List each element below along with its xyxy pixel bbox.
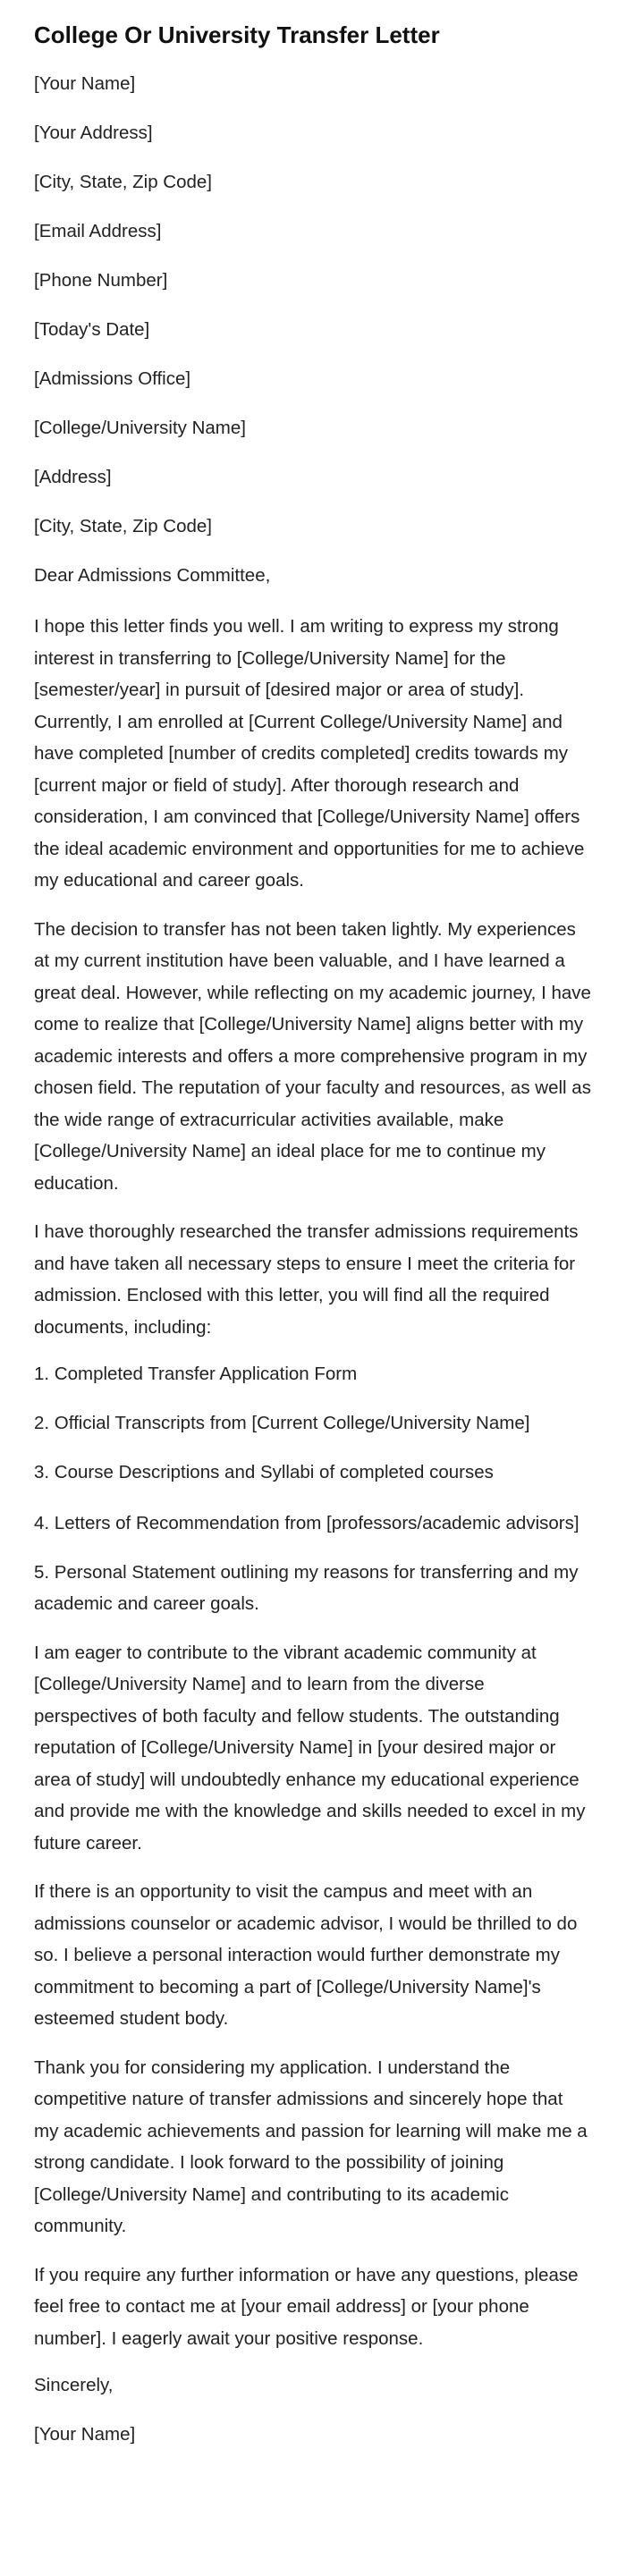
document-list-item: 1. Completed Transfer Application Form xyxy=(34,1364,358,1384)
sender-name: [Your Name] xyxy=(34,73,136,94)
body-paragraph-contribution: I am eager to contribute to the vibrant academic community at [College/University Name] and to learn from the diverse perspectives of both faculty and fellow students. The outstanding reputation of [College/University Name] in [your desired major or area of study] will undoubtedly enhance my educational experience and provide me with the knowledge and skills needed to excel in my future career. xyxy=(34,1642,586,1854)
signature-name: [Your Name] xyxy=(34,2424,136,2445)
letter-title: College Or University Transfer Letter xyxy=(34,21,440,48)
recipient-city-state-zip: [City, State, Zip Code] xyxy=(34,516,213,536)
body-paragraph-decision: The decision to transfer has not been taken lightly. My experiences at my current institution have been valuable, and I have learned a great deal. However, while reflecting on my academic journey, I have come to realize that [College/University Name] aligns better with my academic interests and offers a more comprehensive program in my chosen field. The reputation of your faculty and resources, as well as the wide range of extracurricular activities available, make [College/University Name] an ideal place for me to continue my education. xyxy=(34,918,591,1194)
document-list-item: 3. Course Descriptions and Syllabi of completed courses xyxy=(34,1462,494,1482)
recipient-office: [Admissions Office] xyxy=(34,368,191,389)
recipient-institution: [College/University Name] xyxy=(34,418,246,438)
body-paragraph-intro: I hope this letter finds you well. I am writing to express my strong interest in transferring to [College/University Name] for the [semester/year] in pursuit of [desired major or area of study]. Currently, I am enrolled at [Current College/University Name] and have completed [number of credits completed] credits towards my [current major or field of study]. After thorough research and consideration, I am convinced that [College/University Name] offers the ideal academic environment and opportunities for me to achieve my educational and career goals. xyxy=(34,616,585,891)
document-list-item: 2. Official Transcripts from [Current College/University Name] xyxy=(34,1413,530,1433)
document-list-item: 5. Personal Statement outlining my reasons for transferring and my academic and career goals. xyxy=(34,1561,579,1614)
sender-city-state-zip: [City, State, Zip Code] xyxy=(34,172,213,192)
document-list-item: 4. Letters of Recommendation from [professors/academic advisors] xyxy=(34,1513,579,1533)
body-paragraph-visit: If there is an opportunity to visit the campus and meet with an admissions counselor or academic advisor, I would be thrilled to do so. I believe a personal interaction would further demonstrate my commitment to becoming a part of [College/University Name]'s esteemed student body. xyxy=(34,1881,578,2029)
sender-phone: [Phone Number] xyxy=(34,270,168,291)
body-paragraph-contact: If you require any further information or have any questions, please feel free to contact me at [your email address] or [your phone number]. I eagerly await your positive response. xyxy=(34,2264,579,2349)
body-paragraph-thanks: Thank you for considering my application. I understand the competitive nature of transfer admissions and sincerely hope that my academic achievements and passion for learning will make me a strong candidate. I look forward to the possibility of joining [College/University Name] and contributing to its academic community. xyxy=(34,2057,588,2236)
letter-date: [Today's Date] xyxy=(34,319,150,340)
body-paragraph-requirements: I have thoroughly researched the transfer admissions requirements and have taken all necessary steps to ensure I meet the criteria for admission. Enclosed with this letter, you will find all the required documents, including: xyxy=(34,1221,579,1338)
sender-address: [Your Address] xyxy=(34,122,153,143)
sender-email: [Email Address] xyxy=(34,221,162,241)
salutation: Dear Admissions Committee, xyxy=(34,565,271,586)
recipient-address: [Address] xyxy=(34,467,112,487)
signoff: Sincerely, xyxy=(34,2375,114,2395)
